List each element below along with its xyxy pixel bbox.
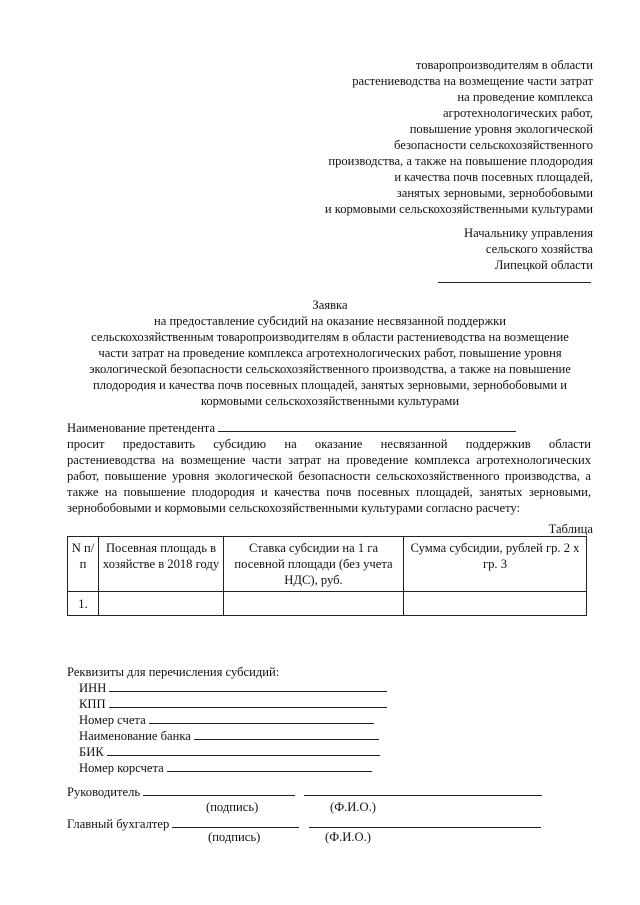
header-line: повышение уровня экологической xyxy=(409,122,593,136)
title-line: сельскохозяйственным товаропроизводителям в области растениеводства на возмещение xyxy=(91,330,569,344)
requisite-kpp xyxy=(79,696,387,712)
addressee-block xyxy=(343,225,593,273)
request-line: зернобобовыми и кормовыми сельскохозяйственными культурами согласно расчету: xyxy=(67,501,521,515)
subsidy-table xyxy=(67,536,587,616)
request-line: просит предоставить субсидию на оказание несвязанной поддержкив области xyxy=(67,437,591,451)
header-line: растениеводства на возмещение части затрат xyxy=(352,74,593,88)
head-label: Руководитель xyxy=(67,785,141,799)
row-rate-cell[interactable] xyxy=(224,592,404,616)
accountant-signature-row xyxy=(67,816,541,832)
accountant-name-hint: (Ф.И.О.) xyxy=(325,830,371,844)
head-name-hint: (Ф.И.О.) xyxy=(330,800,376,814)
table-header-row xyxy=(68,537,587,592)
request-line: работ, повышение уровня экологической безопасности сельскохозяйственного производства, а xyxy=(67,469,591,483)
head-sign-hint: (подпись) xyxy=(206,800,259,814)
header-line: и кормовыми сельскохозяйственными культурами xyxy=(324,202,593,216)
head-signature-row xyxy=(67,784,542,800)
bik-field[interactable] xyxy=(107,744,380,756)
request-line: также на повышение плодородия и качества почв посевных площадей, занятых зерновыми, xyxy=(67,485,591,499)
header-line: безопасности сельскохозяйственного xyxy=(394,138,593,152)
title-word: Заявка xyxy=(312,298,348,312)
header-line: агротехнологических работ, xyxy=(442,106,593,120)
addressee-line: Начальнику управления xyxy=(464,226,593,240)
addressee-line: сельского хозяйства xyxy=(485,242,593,256)
header-line: товаропроизводителям в области xyxy=(415,58,593,72)
row-area-cell[interactable] xyxy=(99,592,224,616)
requisite-label: Номер корсчета xyxy=(79,761,164,775)
requisite-label: Наименование банка xyxy=(79,729,191,743)
bank-field[interactable] xyxy=(194,728,379,740)
requisite-label: Номер счета xyxy=(79,713,146,727)
accountant-sign-hint: (подпись) xyxy=(208,830,261,844)
table-caption: Таблица xyxy=(548,522,593,536)
requisite-label: ИНН xyxy=(79,681,107,695)
application-title xyxy=(40,297,620,409)
accountant-name-field[interactable] xyxy=(309,816,541,828)
accountant-sign-field[interactable] xyxy=(172,816,299,828)
requisites-block xyxy=(79,680,387,776)
row-number: 1. xyxy=(68,592,99,616)
requisites-title: Реквизиты для перечисления субсидий: xyxy=(67,665,280,679)
row-sum-cell[interactable] xyxy=(404,592,587,616)
inn-field[interactable] xyxy=(109,680,387,692)
corr-account-field[interactable] xyxy=(167,760,372,772)
requisite-label: КПП xyxy=(79,697,106,711)
col-header-area: Посевная площадь в хозяйстве в 2018 году xyxy=(99,537,224,592)
requisite-bik xyxy=(79,744,387,760)
requisite-corr-account xyxy=(79,760,387,776)
requisite-inn xyxy=(79,680,387,696)
title-line: части затрат на проведение комплекса агротехнологических работ, повышение уровня xyxy=(98,346,562,360)
addressee-line: Липецкой области xyxy=(494,258,593,272)
requisite-label: БИК xyxy=(79,745,104,759)
request-line: растениеводства на возмещение части затрат на проведение комплекса агротехнологических xyxy=(67,453,591,467)
request-paragraph xyxy=(67,436,591,516)
requisite-bank xyxy=(79,728,387,744)
head-name-field[interactable] xyxy=(304,784,542,796)
col-header-number: N п/п xyxy=(68,537,99,592)
title-line: на предоставление субсидий на оказание несвязанной поддержки xyxy=(153,314,507,328)
accountant-label: Главный бухгалтер xyxy=(67,817,170,831)
account-field[interactable] xyxy=(149,712,374,724)
col-header-sum: Сумма субсидии, рублей гр. 2 x гр. 3 xyxy=(404,537,587,592)
header-line: занятых зерновыми, зернобобовыми xyxy=(396,186,593,200)
applicant-label: Наименование претендента xyxy=(67,421,216,435)
title-line: кормовыми сельскохозяйственными культурами xyxy=(200,394,460,408)
head-sign-field[interactable] xyxy=(143,784,295,796)
applicant-row xyxy=(67,420,516,436)
col-header-rate: Ставка субсидии на 1 га посевной площади (без учета НДС), руб. xyxy=(224,537,404,592)
header-line: на проведение комплекса xyxy=(457,90,593,104)
applicant-field[interactable] xyxy=(218,420,516,432)
title-line: экологической безопасности сельскохозяйственного производства, а также на повышение xyxy=(89,362,571,376)
title-line: плодородия и качества почв посевных площадей, занятых зерновыми, зернобобовыми и xyxy=(93,378,567,392)
header-block xyxy=(193,57,593,217)
addressee-signature-line xyxy=(438,282,591,283)
header-line: и качества почв посевных площадей, xyxy=(394,170,593,184)
header-line: производства, а также на повышение плодородия xyxy=(328,154,593,168)
table-row xyxy=(68,592,587,616)
kpp-field[interactable] xyxy=(109,696,387,708)
requisite-account xyxy=(79,712,387,728)
